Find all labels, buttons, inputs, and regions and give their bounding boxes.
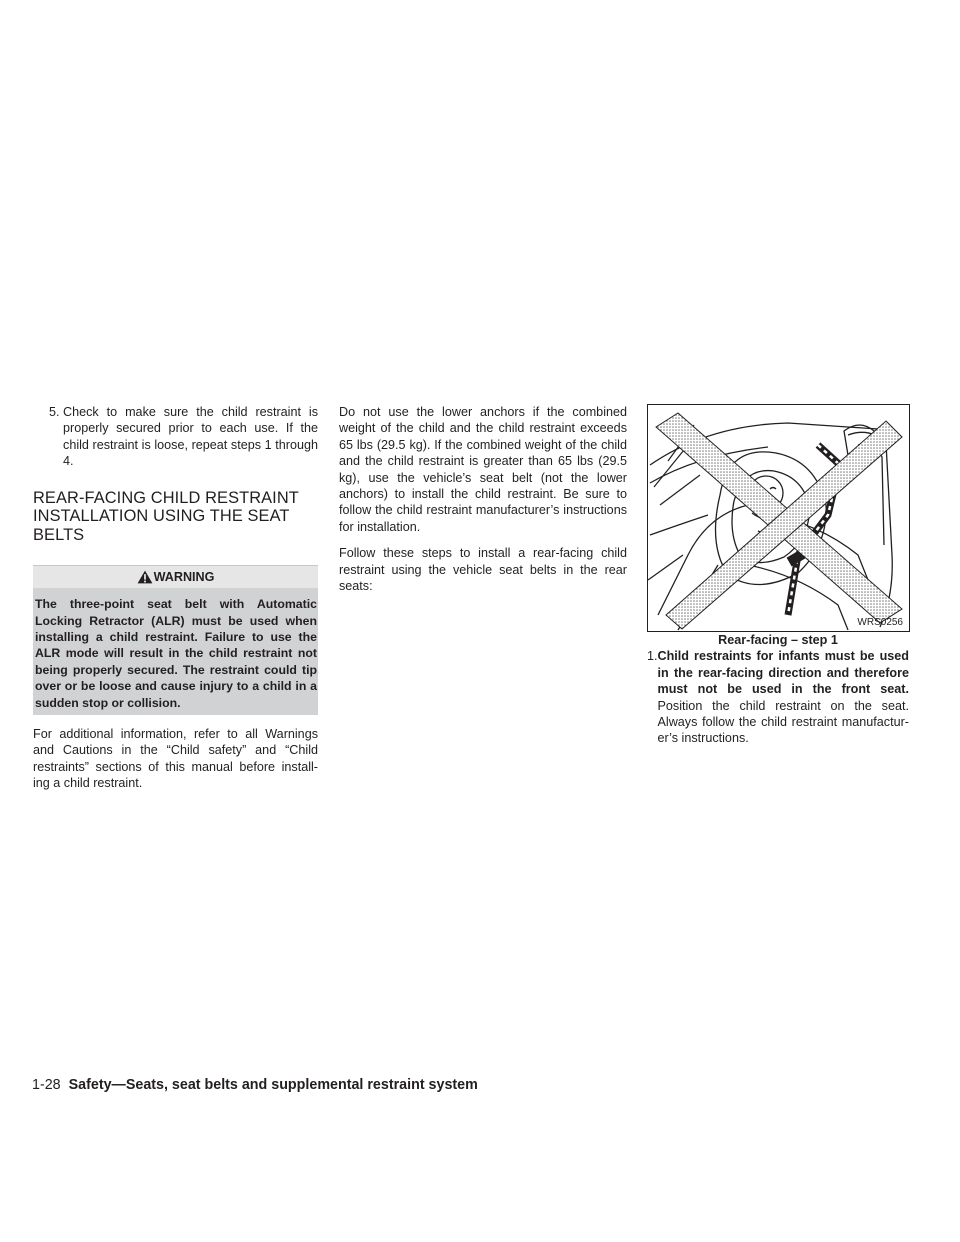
warning-title: WARNING [153, 570, 215, 585]
page-footer [32, 1076, 478, 1094]
step-text: Check to make sure the child restraint is properly secured prior to each use. If the child restraint is loose, repeat steps 1 through 4. [63, 405, 318, 469]
middle-column [339, 404, 627, 594]
step-number: 1. [647, 649, 658, 664]
section-heading: REAR-FACING CHILD RESTRAINT INSTALLATION USING THE SEAT BELTS [33, 488, 299, 544]
warning-header [33, 565, 318, 588]
step-number: 5. [49, 405, 64, 419]
step-1-item [647, 648, 909, 746]
illustration-figure [647, 404, 910, 632]
steps-intro-paragraph: Follow these steps to install a rear-facing child restraint using the vehicle seat belts in the rear seats: [339, 546, 627, 594]
rear-facing-seat-illustration [648, 405, 909, 631]
lower-anchor-paragraph: Do not use the lower anchors if the combined weight of the child and the child restraint exceeds 65 lbs (29.5 kg). If the combined weight of the child and the child restraint is greater than 65 lbs (29.5 kg), use the vehicle’s seat belt (not the lower anchors) to install the child restraint. Be sure to follow the child restraint manufacturer’s instructions for installation. [339, 405, 627, 534]
chapter-title: Safety—Seats, seat belts and supplemental restraint system [68, 1077, 478, 1093]
page-number: 1-28 [32, 1077, 61, 1093]
step-5-item [33, 404, 318, 470]
step-bold-text: Child restraints for infants must be used in the rear-facing direction and therefore must not be used in the front seat. [657, 649, 909, 697]
step-regular-text: Position the child restraint on the seat. Always follow the child restraint manufactur- er’s instructions. [657, 698, 909, 746]
warning-text: The three-point seat belt with Automatic Locking Retractor (ALR) must be used when installing a child restraint. Failure to use the ALR mode will result in the child restraint not being properly secured. The restraint could tip over or be loose and cause injury to a child in a sudden stop or collision. [35, 597, 317, 710]
left-column [33, 404, 318, 792]
warning-triangle-icon [137, 570, 153, 584]
right-column [647, 404, 909, 747]
step-text [658, 648, 909, 746]
figure-caption: Rear-facing – step 1 [718, 633, 838, 647]
additional-info-paragraph: For additional information, refer to all Warnings and Cautions in the “Child safety” and “Child restraints” sections of this manual before install- ing a child restraint. [33, 726, 318, 791]
warning-box [33, 565, 318, 715]
figure-code: WRS0256 [857, 617, 903, 628]
